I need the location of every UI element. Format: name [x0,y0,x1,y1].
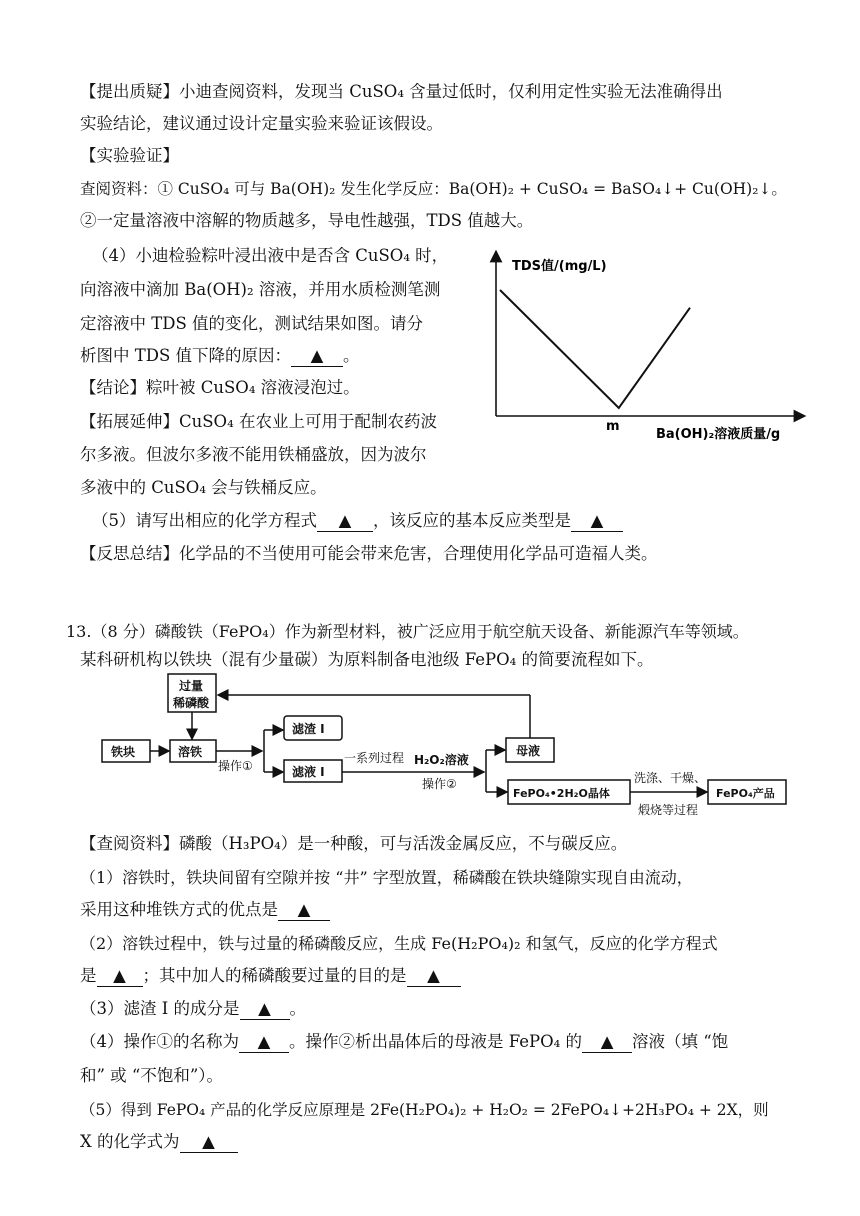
tds-chart [470,248,810,448]
q12-part4-line4: 析图中 TDS 值下降的原因： ▲ 。 [80,346,360,365]
answer-blank[interactable]: ▲ [407,966,461,987]
dissolve-label: 溶铁 [178,745,203,759]
answer-blank[interactable]: ▲ [291,346,343,367]
extend-line-1: 【拓展延伸】CuSO₄ 在农业上可用于配制农药波 [80,412,437,431]
q13-s1-line1: （1）溶铁时，铁块间留有空隙并按 “井” 字型放置，稀磷酸在铁块缝隙实现自由流动， [80,868,693,887]
q12-part4-line2: 向溶液中滴加 Ba(OH)₂ 溶液，并用水质检测笔测 [80,280,441,299]
q13-intro-2: 某科研机构以铁块（混有少量碳）为原料制备电池级 FePO₄ 的简要流程如下。 [80,650,654,669]
q13-s1-line2: 采用这种堆铁方式的优点是 ▲ [80,898,330,922]
q12-part4-line3: 定溶液中 TDS 值的变化，测试结果如图。请分 [80,314,424,333]
answer-blank[interactable]: ▲ [97,966,143,987]
extend-line-3: 多液中的 CuSO₄ 会与铁桶反应。 [80,478,327,497]
crystal-label: FePO₄•2H₂O晶体 [513,787,610,800]
acid-label-1: 过量 [179,679,204,693]
q13-s2-line1: （2）溶铁过程中，铁与过量的稀磷酸反应，生成 Fe(H₂PO₄)₂ 和氢气，反应的化学方程式 [80,934,718,953]
lookup-line: 【查阅资料】磷酸（H₃PO₄）是一种酸，可与活泼金属反应，不与碳反应。 [80,834,628,853]
answer-blank[interactable]: ▲ [582,1032,632,1053]
q13-s4-line1: （4）操作①的名称为 ▲ 。操作②析出晶体后的母液是 FePO₄ 的 ▲ 溶液（填 “饱 [80,1032,729,1051]
wash-label: 洗涤、干燥、 [634,771,707,785]
verify-tag: 【实验验证】 [80,146,179,165]
q13-s2-line2: 是 ▲ ；其中加人的稀磷酸要过量的目的是 ▲ [80,964,461,988]
extend-line-2: 尔多液。但波尔多液不能用铁桶盛放，因为波尔 [80,445,427,464]
doubt-line-2: 实验结论，建议通过设计定量实验来验证该假设。 [80,114,443,133]
reflect-tag: 【反思总结】 [80,544,179,563]
q12-part4-line1: （4）小迪检验粽叶浸出液中是否含 CuSO₄ 时， [92,246,449,265]
x-marker-label: m [606,419,620,434]
series-process-label: 一系列过程 [344,751,405,765]
q13-s5-line1: （5）得到 FePO₄ 产品的化学反应原理是 2Fe(H₂PO₄)₂ + H₂O₂ = 2FePO₄↓+2H₃PO₄ + 2X，则 [80,1101,769,1119]
answer-blank[interactable]: ▲ [317,511,373,532]
q12-part5-line: （5）请写出相应的化学方程式 ▲ ，该反应的基本反应类型是 ▲ [92,509,623,533]
series-line [500,290,690,408]
conclusion-line: 【结论】粽叶被 CuSO₄ 溶液浸泡过。 [80,378,360,397]
product-label: FePO₄产品 [716,787,775,800]
extend-tag: 【拓展延伸】 [80,412,179,431]
filtrate-label: 滤液 I [292,765,325,779]
doubt-line-1: 【提出质疑】小迪查阅资料，发现当 CuSO₄ 含量过低时，仅利用定性实验无法准确得出 [80,82,723,101]
lookup-tag: 【查阅资料】 [80,834,179,853]
q13-s5-line2: X 的化学式为 ▲ [80,1130,238,1154]
answer-blank[interactable]: ▲ [239,1032,289,1053]
calcine-label: 煅烧等过程 [638,803,699,817]
q13-s4-line2: 和” 或 “不饱和”）。 [80,1066,224,1085]
residue-label: 滤渣 I [292,722,325,736]
answer-blank[interactable]: ▲ [571,511,623,532]
mother-label: 母液 [516,744,541,758]
q13-s3-line: （3）滤渣 I 的成分是 ▲ 。 [80,999,307,1018]
op1-label: 操作① [218,759,253,773]
conclusion-tag: 【结论】 [80,378,146,397]
y-axis-label: TDS值/(mg/L) [512,259,607,274]
process-flow-diagram [96,668,796,818]
reference-info-2: ②一定量溶液中溶解的物质越多，导电性越强，TDS 值越大。 [80,211,534,230]
reflect-line: 【反思总结】化学品的不当使用可能会带来危害，合理使用化学品可造福人类。 [80,544,658,563]
answer-blank[interactable]: ▲ [240,999,290,1020]
x-axis-label: Ba(OH)₂溶液质量/g [656,427,781,442]
op2-label: 操作② [422,777,457,791]
iron-label: 铁块 [111,745,136,759]
acid-label-2: 稀磷酸 [173,696,210,710]
answer-blank[interactable]: ▲ [278,900,330,921]
q13-intro-1: 13.（8 分）磷酸铁（FePO₄）作为新型材料，被广泛应用于航空航天设备、新能源汽车等领域。 [66,622,749,641]
reference-info-1: 查阅资料：① CuSO₄ 可与 Ba(OH)₂ 发生化学反应：Ba(OH)₂ + CuSO₄ = BaSO₄↓+ Cu(OH)₂↓。 [80,180,787,198]
answer-blank[interactable]: ▲ [180,1132,238,1153]
doubt-tag: 【提出质疑】 [80,82,179,101]
h2o2-label: H₂O₂溶液 [414,753,469,767]
